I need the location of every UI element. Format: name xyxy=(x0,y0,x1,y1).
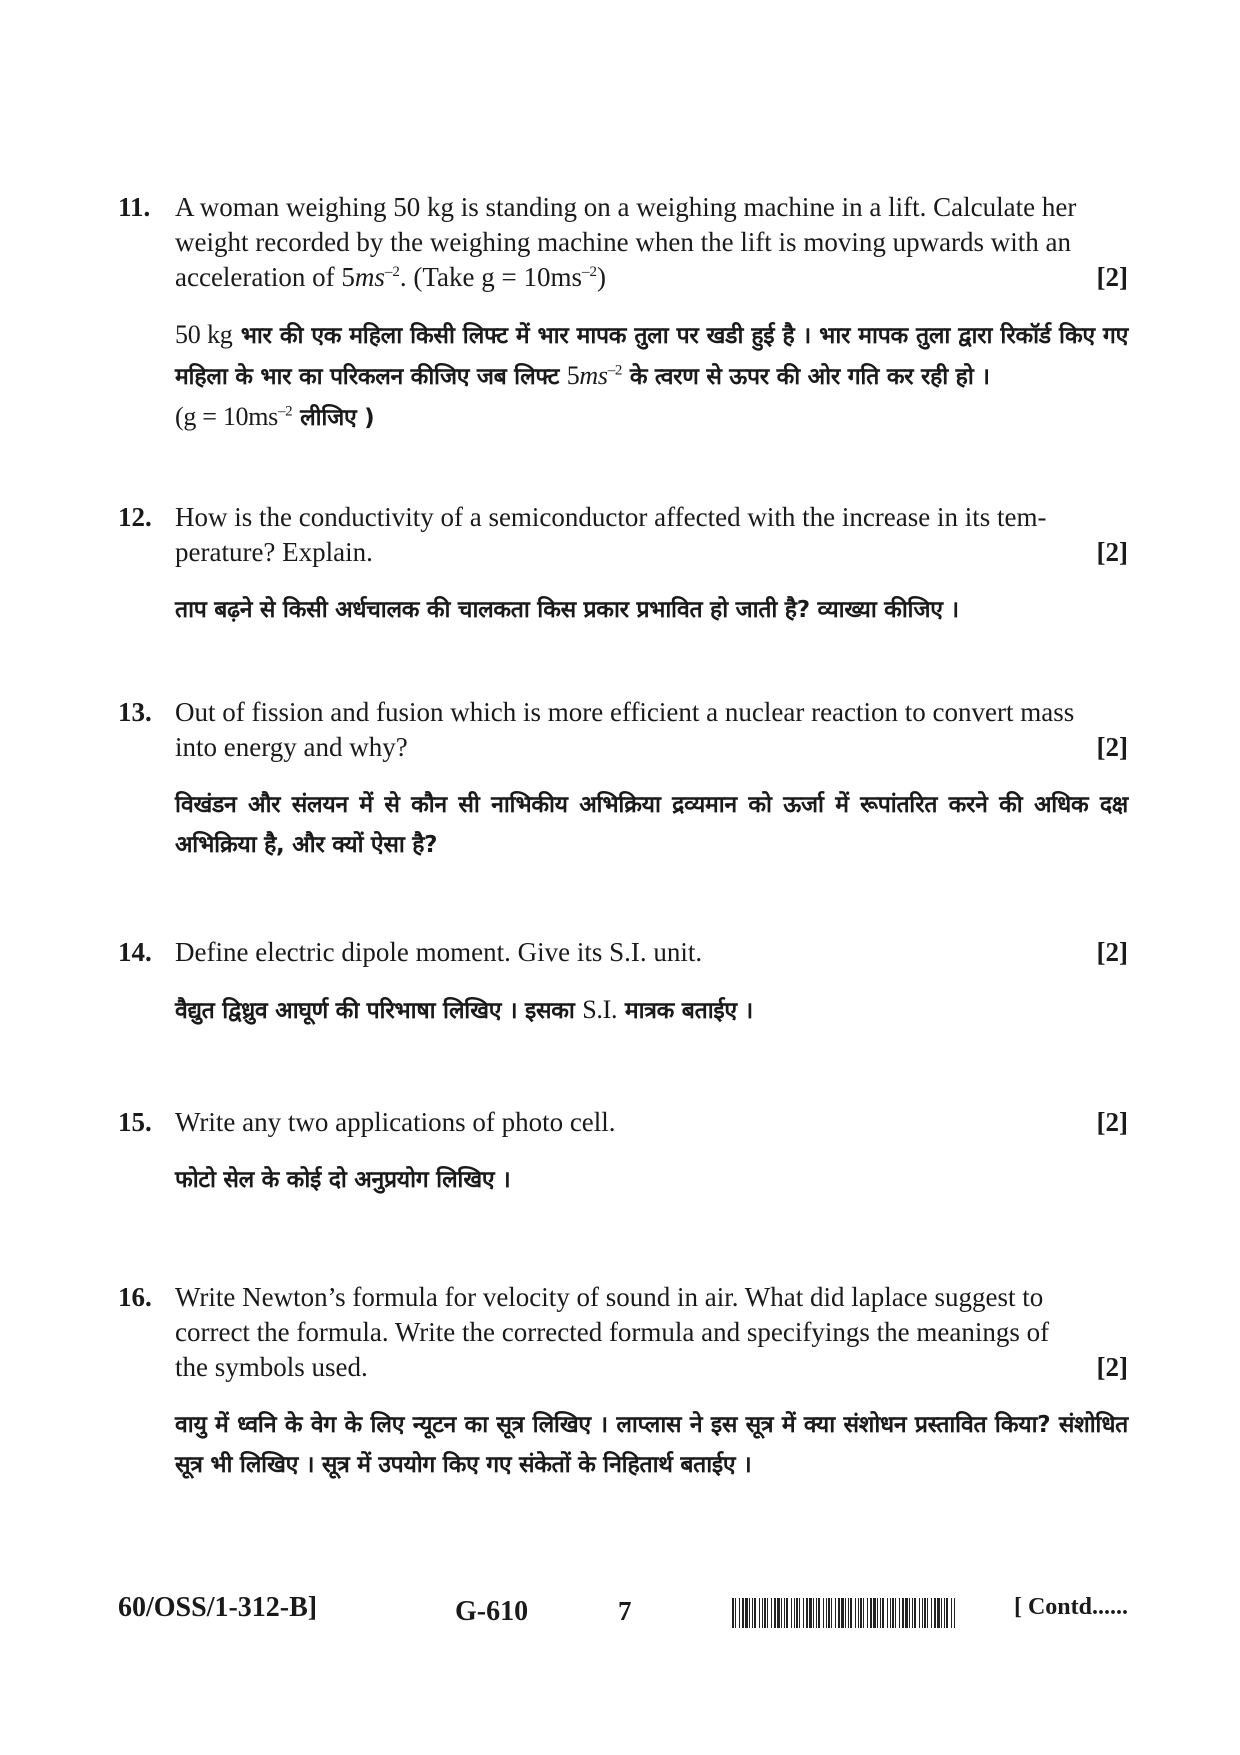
question-text-hi: 50 kg भार की एक महिला किसी लिफ्ट में भार मापक तुला पर खडी हुई है । भार मापक तुला द्वारा रिकॉर्ड किए गए महिला के भार का परिकलन कीजिए जब लिफ्ट $5ms^{-2}$ के त्वरण से ऊपर की ओर गति कर रही हो । ($g = 10ms^{-2}$ लीजिए ) xyxy=(175,320,1128,431)
marks-label: [2] xyxy=(1096,1107,1128,1137)
question-text-en: Write any two applications of photo cell. [2] xyxy=(175,1105,1128,1140)
question-number: 12. xyxy=(118,502,152,532)
marks-label: [2] xyxy=(1096,537,1128,567)
page-number: 7 xyxy=(618,1596,632,1626)
barcode-icon xyxy=(732,1598,958,1628)
question-number: 16. xyxy=(118,1282,152,1312)
question-number: 13. xyxy=(118,697,152,727)
question-text-hi: ताप बढ़ने से किसी अर्धचालक की चालकता किस प्रकार प्रभावित हो जाती है? व्याख्या कीजिए । xyxy=(175,597,959,623)
question-15 xyxy=(118,1105,1128,1200)
question-number: 15. xyxy=(118,1107,152,1137)
question-text-hi: वैद्युत द्विध्रुव आघूर्ण की परिभाषा लिखिए । इसका S.I. मात्रक बताईए । xyxy=(175,995,753,1024)
question-13 xyxy=(118,695,1128,865)
question-text-hi: विखंडन और संलयन में से कौन सी नाभिकीय अभिक्रिया द्रव्यमान को ऊर्जा में रूपांतरित करने की अधिक दक्ष अभिक्रिया है, और क्यों ऐसा है? xyxy=(175,792,1128,858)
question-number: 11. xyxy=(118,192,151,222)
question-text-en: Define electric dipole moment. Give its S.I. unit. [2] xyxy=(175,935,1128,970)
question-text-en: A woman weighing 50 kg is standing on a weighing machine in a lift. Calculate her weight recorded by the weighing machine when the lift is moving upwards with an acceleration of $5ms^{-2}$. (Take $g = 10ms^{-2}$) [2] xyxy=(175,190,1128,295)
question-16 xyxy=(118,1280,1128,1485)
series-code: G-610 xyxy=(455,1596,529,1627)
question-text-hi: फोटो सेल के कोई दो अनुप्रयोग लिखिए । xyxy=(175,1167,511,1193)
question-14 xyxy=(118,935,1128,1031)
marks-label: [2] xyxy=(1096,262,1128,292)
marks-label: [2] xyxy=(1096,1352,1128,1382)
paper-code: 60/OSS/1-312-B] xyxy=(118,1592,318,1623)
question-text-en: Out of fission and fusion which is more efficient a nuclear reaction to convert mass into energy and why? [2] xyxy=(175,695,1128,765)
question-text-en: Write Newton’s formula for velocity of sound in air. What did laplace suggest to correct the formula. Write the corrected formula and specifyings the meanings of the symbols used. [2] xyxy=(175,1280,1128,1385)
page-footer xyxy=(118,1592,1128,1632)
continued-label: [ Contd...... xyxy=(1013,1594,1128,1620)
marks-label: [2] xyxy=(1096,732,1128,762)
question-number: 14. xyxy=(118,937,152,967)
question-12 xyxy=(118,500,1128,630)
question-text-hi: वायु में ध्वनि के वेग के लिए न्यूटन का सूत्र लिखिए । लाप्लास ने इस सूत्र में क्या संशोधन प्रस्तावित किया? संशोधित सूत्र भी लिखिए । सूत्र में उपयोग किए गए संकेतों के निहितार्थ बताईए । xyxy=(175,1412,1128,1478)
question-text-en: How is the conductivity of a semiconductor affected with the increase in its tem- perature? Explain. [2] xyxy=(175,500,1128,570)
question-11 xyxy=(118,190,1128,438)
marks-label: [2] xyxy=(1096,937,1128,967)
